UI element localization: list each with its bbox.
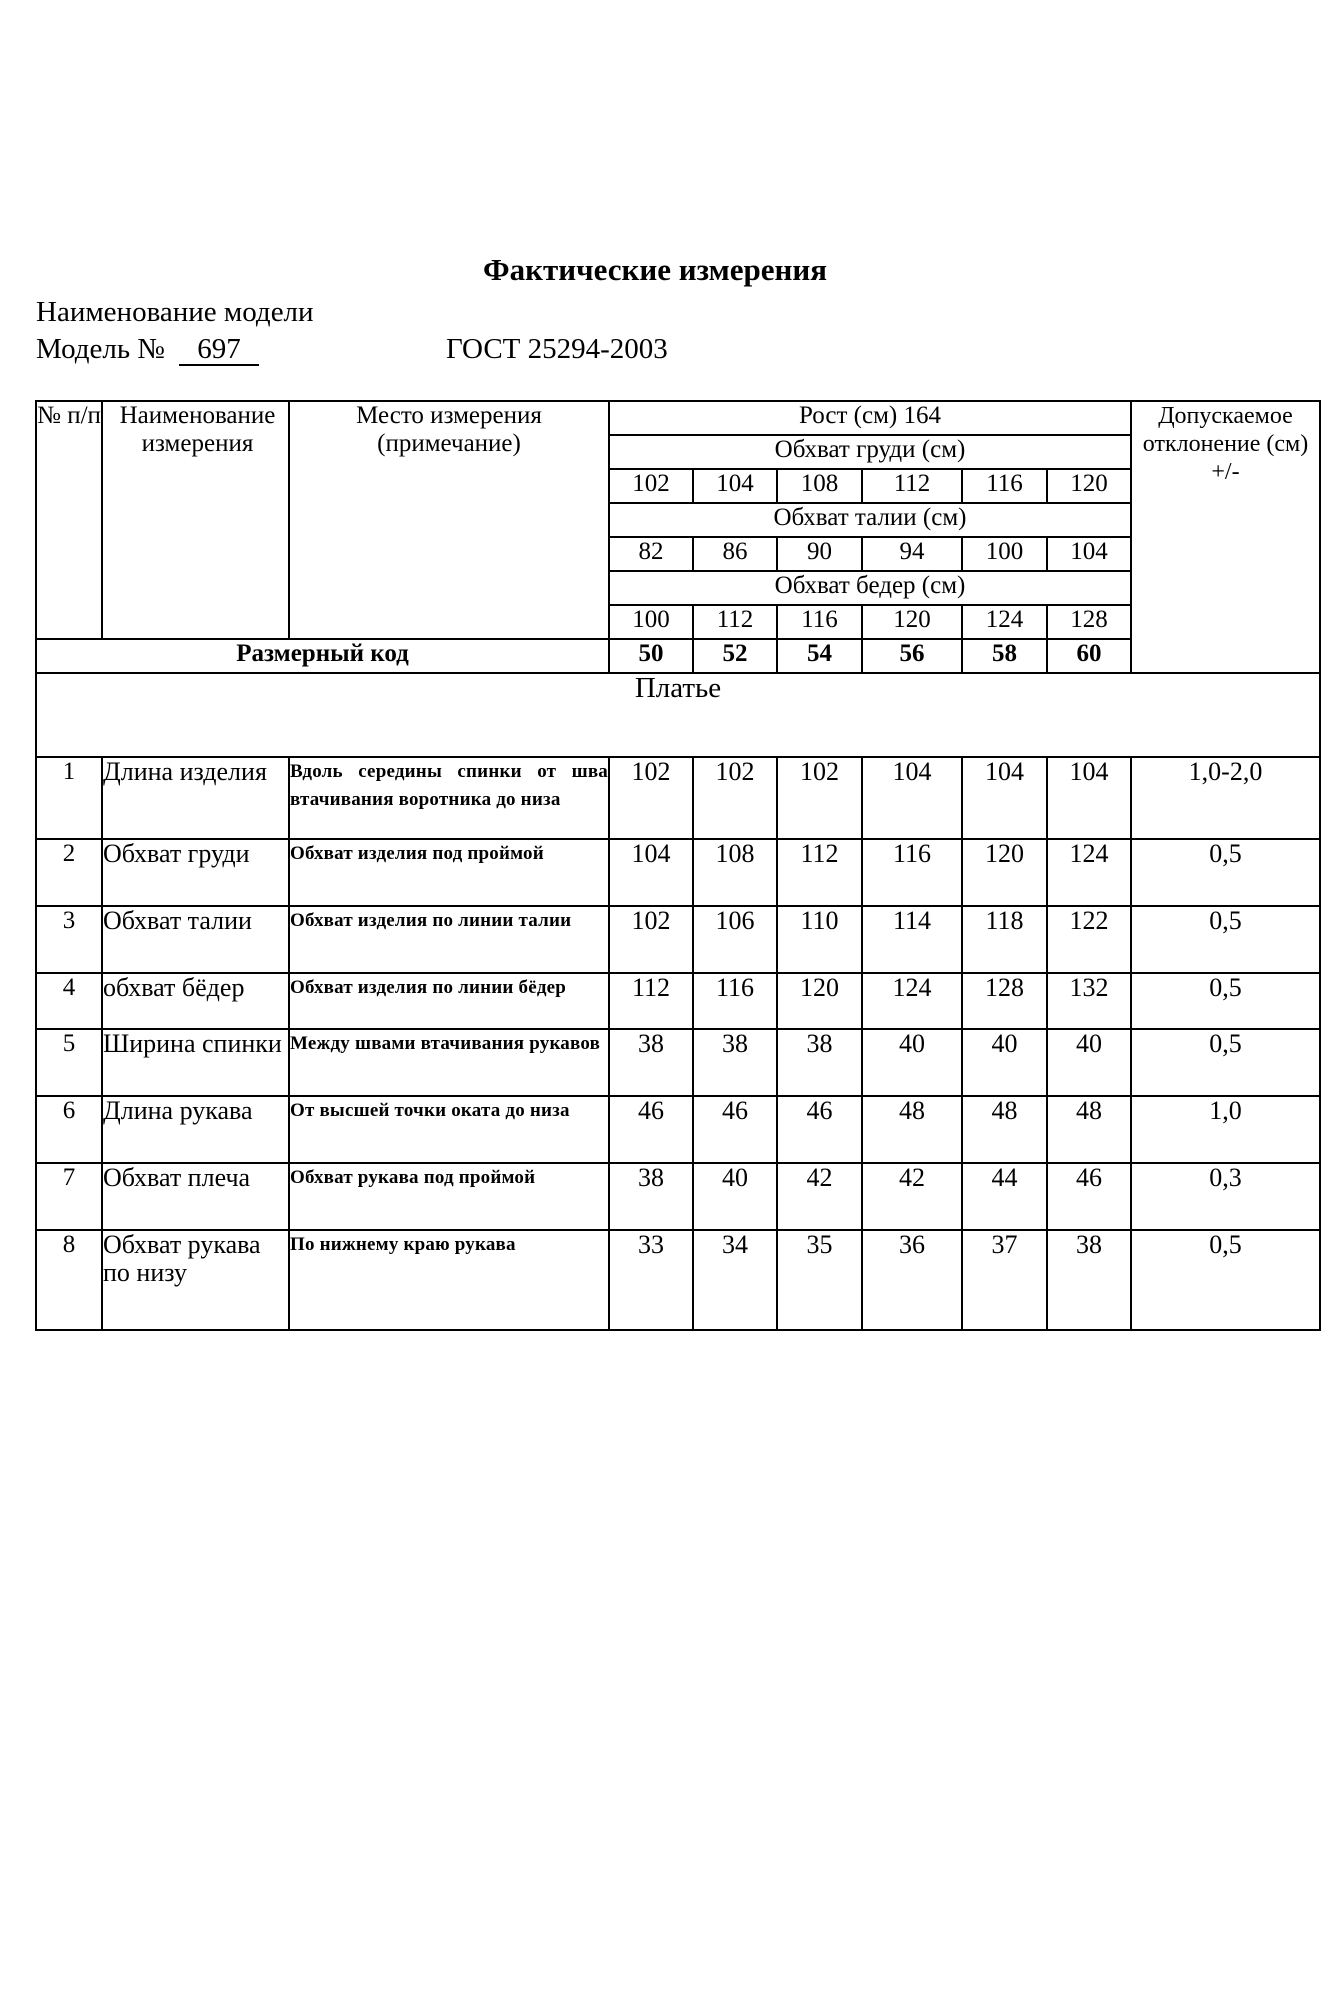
model-name-label: Наименование модели	[36, 296, 314, 328]
table-row	[36, 973, 1320, 1029]
measurement-value: 120	[777, 973, 862, 1029]
model-number-line	[36, 333, 259, 366]
size-code: 58	[962, 639, 1047, 673]
hips-value: 100	[609, 605, 693, 639]
measurement-value: 42	[862, 1163, 962, 1230]
measurement-value: 34	[693, 1230, 777, 1330]
measurement-value: 40	[693, 1163, 777, 1230]
measurement-value: 38	[609, 1163, 693, 1230]
measurement-value: 102	[693, 757, 777, 839]
chest-value: 104	[693, 469, 777, 503]
size-code-label: Размерный код	[36, 639, 609, 673]
size-code-row	[36, 639, 1320, 673]
measurement-value: 102	[609, 906, 693, 973]
measurement-place: Обхват изделия по линии талии	[289, 906, 609, 973]
measurement-place: Обхват рукава под проймой	[289, 1163, 609, 1230]
measurement-value: 40	[962, 1029, 1047, 1096]
tolerance-value: 0,5	[1131, 1230, 1320, 1330]
measurement-value: 46	[1047, 1163, 1131, 1230]
measurement-name: Обхват плеча	[102, 1163, 289, 1230]
size-code: 54	[777, 639, 862, 673]
chest-value: 108	[777, 469, 862, 503]
tolerance-value: 1,0-2,0	[1131, 757, 1320, 839]
measurement-value: 48	[862, 1096, 962, 1163]
measurement-value: 110	[777, 906, 862, 973]
table-row	[36, 757, 1320, 839]
measurement-name: Обхват талии	[102, 906, 289, 973]
chest-value: 112	[862, 469, 962, 503]
measurement-place: Обхват изделия по линии бёдер	[289, 973, 609, 1029]
hips-value: 124	[962, 605, 1047, 639]
measurement-place: От высшей точки оката до низа	[289, 1096, 609, 1163]
tolerance-value: 0,5	[1131, 973, 1320, 1029]
row-number: 8	[36, 1230, 102, 1330]
waist-value: 86	[693, 537, 777, 571]
measurement-value: 38	[1047, 1230, 1131, 1330]
measurement-value: 33	[609, 1230, 693, 1330]
table-row	[36, 1096, 1320, 1163]
measurement-name: Ширина спинки	[102, 1029, 289, 1096]
measurement-value: 38	[693, 1029, 777, 1096]
size-code: 52	[693, 639, 777, 673]
chest-value: 120	[1047, 469, 1131, 503]
waist-value: 100	[962, 537, 1047, 571]
measurement-name: Длина изделия	[102, 757, 289, 839]
measurement-value: 38	[609, 1029, 693, 1096]
measurement-value: 104	[862, 757, 962, 839]
measurement-value: 36	[862, 1230, 962, 1330]
hips-header: Обхват бедер (см)	[609, 571, 1131, 605]
waist-value: 94	[862, 537, 962, 571]
size-code: 56	[862, 639, 962, 673]
hips-value: 128	[1047, 605, 1131, 639]
size-code: 60	[1047, 639, 1131, 673]
tolerance-value: 1,0	[1131, 1096, 1320, 1163]
header-name: Наименование измерения	[102, 401, 289, 639]
tolerance-value: 0,5	[1131, 1029, 1320, 1096]
measurement-value: 120	[962, 839, 1047, 906]
table-row	[36, 839, 1320, 906]
measurement-value: 106	[693, 906, 777, 973]
measurement-value: 104	[609, 839, 693, 906]
measurement-value: 102	[609, 757, 693, 839]
header-tolerance: Допускаемое отклонение (см) +/-	[1131, 401, 1320, 673]
row-number: 4	[36, 973, 102, 1029]
measurement-value: 112	[609, 973, 693, 1029]
model-label: Модель №	[36, 333, 165, 365]
measurement-value: 48	[1047, 1096, 1131, 1163]
measurement-value: 118	[962, 906, 1047, 973]
table-row	[36, 906, 1320, 973]
measurement-value: 35	[777, 1230, 862, 1330]
measurements-table	[35, 400, 1321, 1331]
model-number: 697	[179, 334, 259, 366]
header-num: № п/п	[36, 401, 102, 639]
measurement-place: Вдоль середины спинки от шва втачивания воротника до низа	[289, 757, 609, 839]
row-number: 1	[36, 757, 102, 839]
gost-standard: ГОСТ 25294-2003	[446, 333, 668, 365]
measurement-value: 48	[962, 1096, 1047, 1163]
measurement-name: Обхват рукава по низу	[102, 1230, 289, 1330]
chest-header: Обхват груди (см)	[609, 435, 1131, 469]
tolerance-value: 0,5	[1131, 906, 1320, 973]
waist-value: 90	[777, 537, 862, 571]
measurement-name: Обхват груди	[102, 839, 289, 906]
measurement-value: 44	[962, 1163, 1047, 1230]
chest-value: 116	[962, 469, 1047, 503]
measurement-value: 104	[962, 757, 1047, 839]
measurement-place: Между швами втачивания рукавов	[289, 1029, 609, 1096]
waist-value: 104	[1047, 537, 1131, 571]
measurement-place: Обхват изделия под проймой	[289, 839, 609, 906]
header-place: Место измерения (примечание)	[289, 401, 609, 639]
waist-header: Обхват талии (см)	[609, 503, 1131, 537]
measurement-value: 108	[693, 839, 777, 906]
section-row	[36, 673, 1320, 757]
measurement-value: 132	[1047, 973, 1131, 1029]
row-number: 7	[36, 1163, 102, 1230]
measurement-value: 124	[1047, 839, 1131, 906]
measurement-value: 37	[962, 1230, 1047, 1330]
measurement-value: 46	[693, 1096, 777, 1163]
measurement-value: 116	[693, 973, 777, 1029]
table-row	[36, 1230, 1320, 1330]
measurement-value: 124	[862, 973, 962, 1029]
waist-value: 82	[609, 537, 693, 571]
measurement-name: обхват бёдер	[102, 973, 289, 1029]
size-code: 50	[609, 639, 693, 673]
measurement-value: 102	[777, 757, 862, 839]
measurement-value: 114	[862, 906, 962, 973]
measurement-value: 116	[862, 839, 962, 906]
measurement-value: 128	[962, 973, 1047, 1029]
hips-value: 116	[777, 605, 862, 639]
height-header: Рост (см) 164	[609, 401, 1131, 435]
measurement-value: 104	[1047, 757, 1131, 839]
measurement-value: 40	[862, 1029, 962, 1096]
measurement-place: По нижнему краю рукава	[289, 1230, 609, 1330]
hips-value: 112	[693, 605, 777, 639]
measurement-value: 38	[777, 1029, 862, 1096]
tolerance-value: 0,5	[1131, 839, 1320, 906]
document-title: Фактические измерения	[483, 252, 827, 287]
measurement-value: 46	[777, 1096, 862, 1163]
measurement-value: 112	[777, 839, 862, 906]
table-row	[36, 1029, 1320, 1096]
row-number: 2	[36, 839, 102, 906]
chest-value: 102	[609, 469, 693, 503]
tolerance-value: 0,3	[1131, 1163, 1320, 1230]
measurement-name: Длина рукава	[102, 1096, 289, 1163]
row-number: 6	[36, 1096, 102, 1163]
measurement-value: 42	[777, 1163, 862, 1230]
measurement-value: 122	[1047, 906, 1131, 973]
section-title: Платье	[36, 673, 1320, 757]
hips-value: 120	[862, 605, 962, 639]
row-number: 5	[36, 1029, 102, 1096]
measurement-value: 40	[1047, 1029, 1131, 1096]
measurement-value: 46	[609, 1096, 693, 1163]
row-number: 3	[36, 906, 102, 973]
table-row	[36, 1163, 1320, 1230]
